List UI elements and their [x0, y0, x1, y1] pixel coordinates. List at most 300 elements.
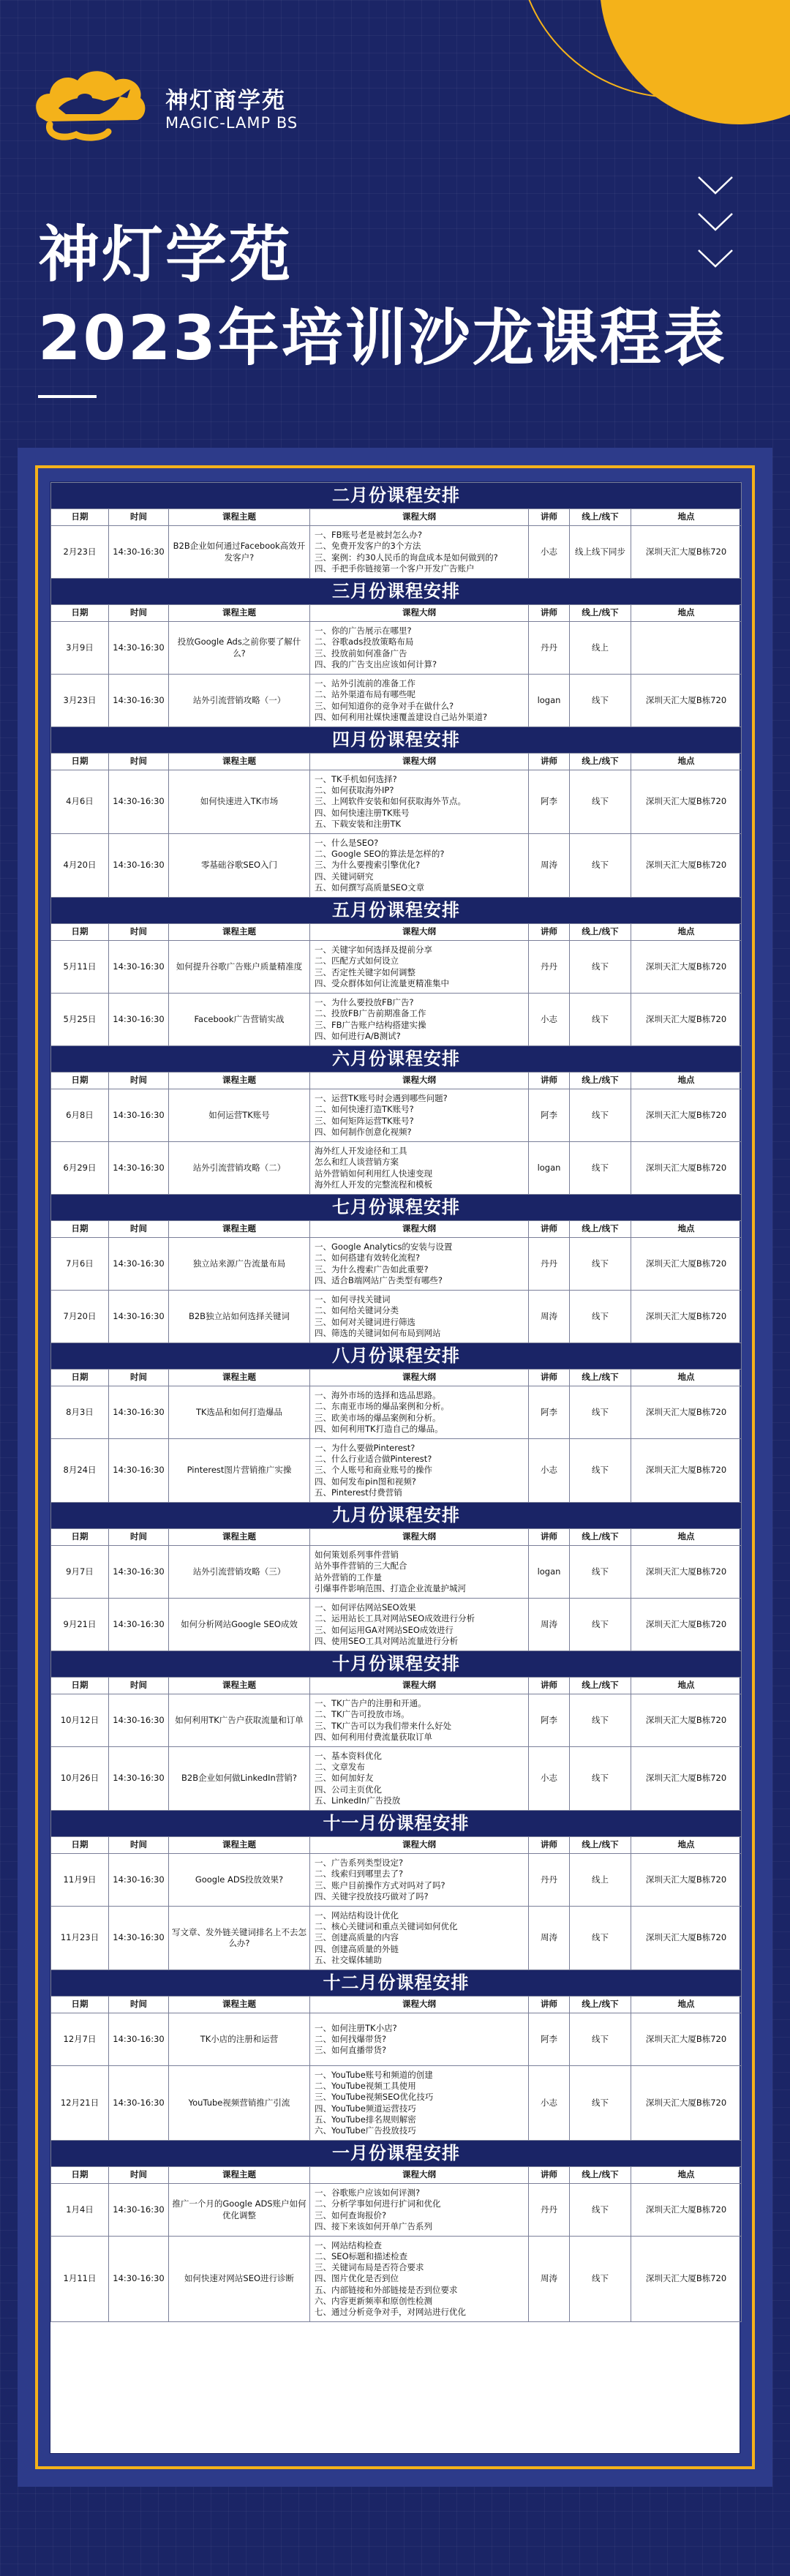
session-lecturer: 阿李 [529, 1089, 570, 1142]
lecturer-header: 讲师 [529, 1370, 570, 1386]
outline-line: 海外红人开发途径和工具 [315, 1146, 407, 1157]
session-location: 深圳天汇大厦B栋720 [631, 770, 742, 834]
date-header: 日期 [51, 754, 109, 770]
session-location: 深圳天汇大厦B栋720 [631, 941, 742, 994]
outline-line: 三、创建高质量的内容 [315, 1932, 399, 1943]
session-date: 2月23日 [51, 526, 109, 579]
time-header: 时间 [109, 2167, 169, 2184]
time-header: 时间 [109, 1221, 169, 1238]
outline-header: 课程大纲 [310, 924, 529, 941]
month-title: 六月份课程安排 [51, 1046, 742, 1073]
session-outline [310, 675, 529, 727]
month-title: 一月份课程安排 [51, 2141, 742, 2167]
column-header-row [51, 1529, 742, 1546]
outline-line: 二、YouTube视频工具使用 [315, 2081, 416, 2092]
lecturer-header: 讲师 [529, 1529, 570, 1546]
month-title: 七月份课程安排 [51, 1195, 742, 1221]
session-lecturer: 丹丹 [529, 2184, 570, 2237]
outline-line: 一、广告系列类型设定? [315, 1858, 404, 1869]
outline-line: 四、关键字投放技巧做对了吗? [315, 1890, 429, 1901]
session-date: 8月3日 [51, 1386, 109, 1439]
session-time: 14:30-16:30 [109, 622, 169, 675]
month-header-row [51, 1046, 742, 1073]
outline-line: 三、如何查询报价? [315, 2209, 387, 2220]
session-time: 14:30-16:30 [109, 675, 169, 727]
outline-line: 二、东南亚市场的爆品案例和分析。 [315, 1401, 449, 1412]
outline-line: 二、如何找爆带货? [315, 2033, 387, 2044]
session-outline [310, 1694, 529, 1747]
location-header: 地点 [631, 1678, 742, 1694]
outline-header: 课程大纲 [310, 1221, 529, 1238]
month-title: 三月份课程安排 [51, 579, 742, 605]
location-header: 地点 [631, 509, 742, 526]
outline-line: 四、如何发布pin图和视频? [315, 1476, 416, 1487]
lecturer-header: 讲师 [529, 1221, 570, 1238]
outline-line: 一、网站结构设计优化 [315, 1910, 399, 1921]
outline-line: 二、线索归到哪里去了? [315, 1869, 404, 1880]
outline-line: 一、海外市场的选择和选品思路。 [315, 1390, 441, 1401]
location-header: 地点 [631, 1073, 742, 1089]
lecturer-header: 讲师 [529, 754, 570, 770]
session-time: 14:30-16:30 [109, 1546, 169, 1599]
outline-line: 四、如何快速注册TK账号 [315, 807, 410, 818]
outline-line: 站外事件营销的三大配合 [315, 1561, 407, 1571]
date-header: 日期 [51, 605, 109, 622]
outline-line: 二、SEO标题和描述检查 [315, 2251, 408, 2262]
session-date: 11月23日 [51, 1907, 109, 1970]
column-header-row [51, 1073, 742, 1089]
column-header-row [51, 509, 742, 526]
outline-line: 一、如何评估网站SEO效果 [315, 1602, 416, 1613]
session-row [51, 1439, 742, 1503]
lecturer-header: 讲师 [529, 509, 570, 526]
outline-header: 课程大纲 [310, 1678, 529, 1694]
session-topic: 站外引流营销攻略（二） [169, 1142, 310, 1195]
outline-line: 二、如何给关键词分类 [315, 1305, 399, 1316]
column-header-row [51, 1997, 742, 2013]
outline-line: 一、网站结构检查 [315, 2239, 382, 2250]
session-mode: 线下 [570, 1291, 631, 1343]
outline-line: 五、内部链接和外部链接是否到位要求 [315, 2284, 458, 2295]
column-header-row [51, 1221, 742, 1238]
session-location: 深圳天汇大厦B栋720 [631, 1854, 742, 1907]
session-time: 14:30-16:30 [109, 1386, 169, 1439]
session-topic: 投放Google Ads之前你要了解什么? [169, 622, 310, 675]
topic-header: 课程主题 [169, 1221, 310, 1238]
session-date: 10月26日 [51, 1747, 109, 1811]
session-time: 14:30-16:30 [109, 2184, 169, 2237]
outline-line: 四、YouTube频道运营技巧 [315, 2103, 416, 2114]
column-header-row [51, 924, 742, 941]
date-header: 日期 [51, 2167, 109, 2184]
session-date: 12月21日 [51, 2066, 109, 2141]
column-header-row [51, 1370, 742, 1386]
session-row [51, 1386, 742, 1439]
outline-line: 三、如何加好友 [315, 1773, 374, 1784]
month-header-row [51, 1651, 742, 1678]
session-mode: 线上线下同步 [570, 526, 631, 579]
session-date: 9月21日 [51, 1599, 109, 1651]
session-location: 深圳天汇大厦B栋720 [631, 1291, 742, 1343]
session-row [51, 1694, 742, 1747]
session-location: 深圳天汇大厦B栋720 [631, 2066, 742, 2141]
outline-line: 一、如何注册TK小店? [315, 2022, 397, 2033]
outline-line: 三、为什么要搜索引擎优化? [315, 860, 421, 871]
lecturer-header: 讲师 [529, 605, 570, 622]
outline-line: 二、什么行业适合做Pinterest? [315, 1454, 432, 1465]
session-mode: 线下 [570, 770, 631, 834]
session-outline [310, 834, 529, 898]
session-location: 深圳天汇大厦B栋720 [631, 2013, 742, 2066]
month-header-row [51, 1195, 742, 1221]
session-topic: Google ADS投放效果? [169, 1854, 310, 1907]
session-lecturer: logan [529, 1546, 570, 1599]
topic-header: 课程主题 [169, 924, 310, 941]
session-outline [310, 1854, 529, 1907]
session-mode: 线下 [570, 1238, 631, 1291]
month-header-row [51, 727, 742, 754]
mode-header: 线上/线下 [570, 924, 631, 941]
session-outline [310, 1599, 529, 1651]
outline-line: 四、如何进行A/B测试? [315, 1030, 401, 1041]
session-time: 14:30-16:30 [109, 2066, 169, 2141]
month-title: 十一月份课程安排 [51, 1811, 742, 1837]
location-header: 地点 [631, 605, 742, 622]
session-mode: 线下 [570, 994, 631, 1046]
date-header: 日期 [51, 1370, 109, 1386]
session-row [51, 2184, 742, 2237]
session-mode: 线下 [570, 1439, 631, 1503]
outline-line: 四、公司主页优化 [315, 1784, 382, 1795]
outline-line: 二、投放FB广告前期准备工作 [315, 1008, 426, 1019]
outline-line: 二、如何获取海外IP? [315, 785, 394, 796]
outline-line: 四、如何利用TK打造自己的爆品。 [315, 1423, 443, 1434]
session-time: 14:30-16:30 [109, 2237, 169, 2322]
session-location: 深圳天汇大厦B栋720 [631, 1089, 742, 1142]
mode-header: 线上/线下 [570, 1221, 631, 1238]
mode-header: 线上/线下 [570, 1073, 631, 1089]
topic-header: 课程主题 [169, 1073, 310, 1089]
outline-line: 三、如何矩阵运营TK账号? [315, 1115, 414, 1126]
outline-line: 一、基本资料优化 [315, 1751, 382, 1762]
outline-line: 二、核心关键词和重点关键词如何优化 [315, 1921, 458, 1932]
session-row [51, 2066, 742, 2141]
session-topic: 推广一个月的Google ADS账户如何优化调整 [169, 2184, 310, 2237]
outline-line: 四、图片优化是否到位 [315, 2273, 399, 2284]
session-date: 5月25日 [51, 994, 109, 1046]
session-mode: 线下 [570, 834, 631, 898]
mode-header: 线上/线下 [570, 1837, 631, 1854]
session-lecturer: 阿李 [529, 1694, 570, 1747]
topic-header: 课程主题 [169, 509, 310, 526]
session-mode: 线下 [570, 1747, 631, 1811]
outline-header: 课程大纲 [310, 754, 529, 770]
session-location: 深圳天汇大厦B栋720 [631, 1694, 742, 1747]
outline-line: 一、TK广告户的注册和开通。 [315, 1698, 426, 1709]
session-lecturer: 丹丹 [529, 622, 570, 675]
topic-header: 课程主题 [169, 1837, 310, 1854]
topic-header: 课程主题 [169, 754, 310, 770]
session-lecturer: 阿李 [529, 2013, 570, 2066]
session-row [51, 1238, 742, 1291]
session-location: 深圳天汇大厦B栋720 [631, 2237, 742, 2322]
session-row [51, 1546, 742, 1599]
session-outline [310, 1439, 529, 1503]
session-topic: 零基础谷歌SEO入门 [169, 834, 310, 898]
session-lecturer: 小志 [529, 994, 570, 1046]
lecturer-header: 讲师 [529, 2167, 570, 2184]
session-outline [310, 1142, 529, 1195]
date-header: 日期 [51, 924, 109, 941]
session-location: 深圳天汇大厦B栋720 [631, 675, 742, 727]
session-topic: 如何利用TK广告户获取流量和订单 [169, 1694, 310, 1747]
session-row [51, 622, 742, 675]
outline-line: 怎么和红人谈营销方案 [315, 1157, 399, 1168]
lecturer-header: 讲师 [529, 1837, 570, 1854]
location-header: 地点 [631, 1221, 742, 1238]
session-mode: 线上 [570, 1854, 631, 1907]
date-header: 日期 [51, 509, 109, 526]
outline-line: 二、如何快速打造TK账号? [315, 1104, 414, 1115]
outline-line: 四、如何利用社媒快速覆盖建设自己站外渠道? [315, 711, 488, 722]
month-header-row [51, 1811, 742, 1837]
session-topic: 站外引流营销攻略（三） [169, 1546, 310, 1599]
column-header-row [51, 605, 742, 622]
session-lecturer: 丹丹 [529, 1854, 570, 1907]
session-outline [310, 1386, 529, 1439]
session-topic: 如何提升谷歌广告账户质量精准度 [169, 941, 310, 994]
session-location: 深圳天汇大厦B栋720 [631, 1238, 742, 1291]
session-date: 7月6日 [51, 1238, 109, 1291]
session-topic: B2B独立站如何选择关键词 [169, 1291, 310, 1343]
date-header: 日期 [51, 1221, 109, 1238]
session-mode: 线下 [570, 2237, 631, 2322]
time-header: 时间 [109, 1837, 169, 1854]
time-header: 时间 [109, 1529, 169, 1546]
session-topic: Pinterest图片营销推广实操 [169, 1439, 310, 1503]
session-time: 14:30-16:30 [109, 526, 169, 579]
mode-header: 线上/线下 [570, 1529, 631, 1546]
date-header: 日期 [51, 1997, 109, 2013]
outline-line: 引爆事件影响范围、打造企业流量护城河 [315, 1582, 466, 1593]
session-date: 1月11日 [51, 2237, 109, 2322]
session-lecturer: 周涛 [529, 834, 570, 898]
session-outline [310, 526, 529, 579]
session-topic: 独立站来源广告流量布局 [169, 1238, 310, 1291]
outline-line: 一、运营TK账号时会遇到哪些问题? [315, 1093, 448, 1104]
outline-header: 课程大纲 [310, 2167, 529, 2184]
session-topic: TK选品和如何打造爆品 [169, 1386, 310, 1439]
outline-header: 课程大纲 [310, 1370, 529, 1386]
session-topic: 站外引流营销攻略（一） [169, 675, 310, 727]
session-row [51, 1142, 742, 1195]
topic-header: 课程主题 [169, 1370, 310, 1386]
outline-line: 三、账户目前操作方式对吗对了吗? [315, 1880, 445, 1890]
outline-line: 三、投放前如何准备广告 [315, 647, 407, 658]
location-header: 地点 [631, 1370, 742, 1386]
session-date: 5月11日 [51, 941, 109, 994]
session-mode: 线下 [570, 1599, 631, 1651]
month-title: 二月份课程安排 [51, 483, 742, 509]
time-header: 时间 [109, 605, 169, 622]
time-header: 时间 [109, 1073, 169, 1089]
session-topic: YouTube视频营销推广引流 [169, 2066, 310, 2141]
month-header-row [51, 1503, 742, 1529]
outline-line: 一、关键字如何选择及提前分享 [315, 945, 432, 955]
session-time: 14:30-16:30 [109, 1854, 169, 1907]
outline-line: 二、站外渠道布局有哪些呢 [315, 689, 415, 700]
magic-lamp-logo-icon [32, 64, 148, 145]
session-topic: TK小店的注册和运营 [169, 2013, 310, 2066]
session-location: 深圳天汇大厦B栋720 [631, 2184, 742, 2237]
session-time: 14:30-16:30 [109, 1907, 169, 1970]
month-title: 四月份课程安排 [51, 727, 742, 754]
column-header-row [51, 754, 742, 770]
outline-line: 一、你的广告展示在哪里? [315, 626, 412, 637]
session-row [51, 1854, 742, 1907]
session-outline [310, 1546, 529, 1599]
outline-header: 课程大纲 [310, 1997, 529, 2013]
session-outline [310, 1291, 529, 1343]
outline-line: 三、案例：约30人民币的询盘成本是如何做到的? [315, 552, 498, 563]
title-divider [38, 395, 97, 398]
time-header: 时间 [109, 1997, 169, 2013]
outline-line: 四、如何利用付费流量获取订单 [315, 1731, 432, 1742]
column-header-row [51, 1837, 742, 1854]
session-row [51, 2237, 742, 2322]
session-outline [310, 2184, 529, 2237]
outline-line: 二、TK广告可投放市场。 [315, 1709, 410, 1720]
outline-line: 五、下载安装和注册TK [315, 818, 402, 829]
session-outline [310, 941, 529, 994]
session-time: 14:30-16:30 [109, 1238, 169, 1291]
topic-header: 课程主题 [169, 2167, 310, 2184]
session-time: 14:30-16:30 [109, 1089, 169, 1142]
session-row [51, 1599, 742, 1651]
session-time: 14:30-16:30 [109, 1694, 169, 1747]
location-header: 地点 [631, 2167, 742, 2184]
session-lecturer: 周涛 [529, 2237, 570, 2322]
outline-line: 一、TK手机如何选择? [315, 774, 397, 785]
session-mode: 线下 [570, 1386, 631, 1439]
session-lecturer: 周涛 [529, 1907, 570, 1970]
session-mode: 线下 [570, 1546, 631, 1599]
page-title-line2: 2023年培训沙龙课程表 [38, 302, 727, 374]
outline-line: 五、LinkedIn广告投放 [315, 1795, 401, 1806]
topic-header: 课程主题 [169, 1997, 310, 2013]
topic-header: 课程主题 [169, 1678, 310, 1694]
session-date: 3月23日 [51, 675, 109, 727]
session-outline [310, 2237, 529, 2322]
session-lecturer: logan [529, 1142, 570, 1195]
outline-line: 五、YouTube排名规则解密 [315, 2114, 416, 2125]
outline-line: 七、通过分析竞争对手，对网站进行优化 [315, 2306, 466, 2317]
outline-line: 四、接下来该如何开单广告系列 [315, 2220, 432, 2231]
location-header: 地点 [631, 1529, 742, 1546]
outline-line: 三、如何知道你的竞争对手在做什么? [315, 700, 454, 711]
month-title: 十二月份课程安排 [51, 1970, 742, 1997]
session-outline [310, 994, 529, 1046]
session-row [51, 770, 742, 834]
session-lecturer: 丹丹 [529, 941, 570, 994]
outline-line: 六、内容更新频率和原创性检测 [315, 2295, 432, 2306]
outline-line: 三、个人账号和商业账号的操作 [315, 1465, 432, 1476]
outline-line: 站外营销如何利用红人快速变现 [315, 1168, 432, 1179]
session-date: 1月4日 [51, 2184, 109, 2237]
session-lecturer: 小志 [529, 1439, 570, 1503]
mode-header: 线上/线下 [570, 1370, 631, 1386]
session-topic: Facebook广告营销实战 [169, 994, 310, 1046]
outline-line: 四、手把手你链接第一个客户开发广告账户 [315, 563, 475, 574]
outline-line: 四、适合B端网站广告类型有哪些? [315, 1274, 443, 1285]
outline-line: 二、Google SEO的算法是怎样的? [315, 849, 445, 860]
outline-line: 三、关键词布局是否符合要求 [315, 2262, 424, 2273]
session-row [51, 2013, 742, 2066]
outline-line: 二、分析学事如何进行扩词和优化 [315, 2198, 441, 2209]
outline-line: 二、如何搭建有效转化流程? [315, 1253, 421, 1263]
outline-line: 二、运用站长工具对网站SEO成效进行分析 [315, 1613, 475, 1624]
session-mode: 线下 [570, 1089, 631, 1142]
session-location: 深圳天汇大厦B栋720 [631, 834, 742, 898]
location-header: 地点 [631, 754, 742, 770]
session-topic: 如何快速对网站SEO进行诊断 [169, 2237, 310, 2322]
session-mode: 线下 [570, 2066, 631, 2141]
session-lecturer: 丹丹 [529, 1238, 570, 1291]
session-date: 7月20日 [51, 1291, 109, 1343]
outline-line: 四、创建高质量的外链 [315, 1943, 399, 1954]
session-lecturer: 小志 [529, 526, 570, 579]
month-header-row [51, 898, 742, 924]
session-outline [310, 2066, 529, 2141]
outline-line: 三、TK广告可以为我们带来什么好处 [315, 1720, 452, 1731]
outline-line: 三、欧美市场的爆品案例和分析。 [315, 1412, 441, 1423]
session-outline [310, 1907, 529, 1970]
session-row [51, 1291, 742, 1343]
session-time: 14:30-16:30 [109, 2013, 169, 2066]
outline-line: 四、受众群体如何让流量更精准集中 [315, 977, 449, 988]
session-outline [310, 2013, 529, 2066]
session-location [631, 622, 742, 675]
outline-line: 四、我的广告支出应该如何计算? [315, 658, 437, 669]
brand-name-cn: 神灯商学苑 [165, 88, 286, 114]
session-topic: 如何快速进入TK市场 [169, 770, 310, 834]
outline-line: 五、Pinterest付费营销 [315, 1487, 402, 1498]
session-location: 深圳天汇大厦B栋720 [631, 994, 742, 1046]
outline-line: 三、FB广告账户结构搭建实操 [315, 1019, 426, 1030]
session-row [51, 675, 742, 727]
outline-header: 课程大纲 [310, 605, 529, 622]
lecturer-header: 讲师 [529, 1678, 570, 1694]
session-mode: 线下 [570, 1694, 631, 1747]
session-outline [310, 1238, 529, 1291]
session-outline [310, 1747, 529, 1811]
outline-line: 一、Google Analytics的安装与设置 [315, 1242, 453, 1253]
lecturer-header: 讲师 [529, 1997, 570, 2013]
session-date: 12月7日 [51, 2013, 109, 2066]
column-header-row [51, 1678, 742, 1694]
month-header-row [51, 579, 742, 605]
session-outline [310, 770, 529, 834]
outline-line: 一、如何寻找关键词 [315, 1294, 391, 1305]
outline-header: 课程大纲 [310, 1837, 529, 1854]
schedule-table [50, 482, 742, 2322]
session-lecturer: 阿李 [529, 770, 570, 834]
month-header-row [51, 2141, 742, 2167]
session-topic: 如何分析网站Google SEO成效 [169, 1599, 310, 1651]
time-header: 时间 [109, 924, 169, 941]
session-mode: 线下 [570, 2013, 631, 2066]
outline-line: 五、社交媒体辅助 [315, 1954, 382, 1965]
